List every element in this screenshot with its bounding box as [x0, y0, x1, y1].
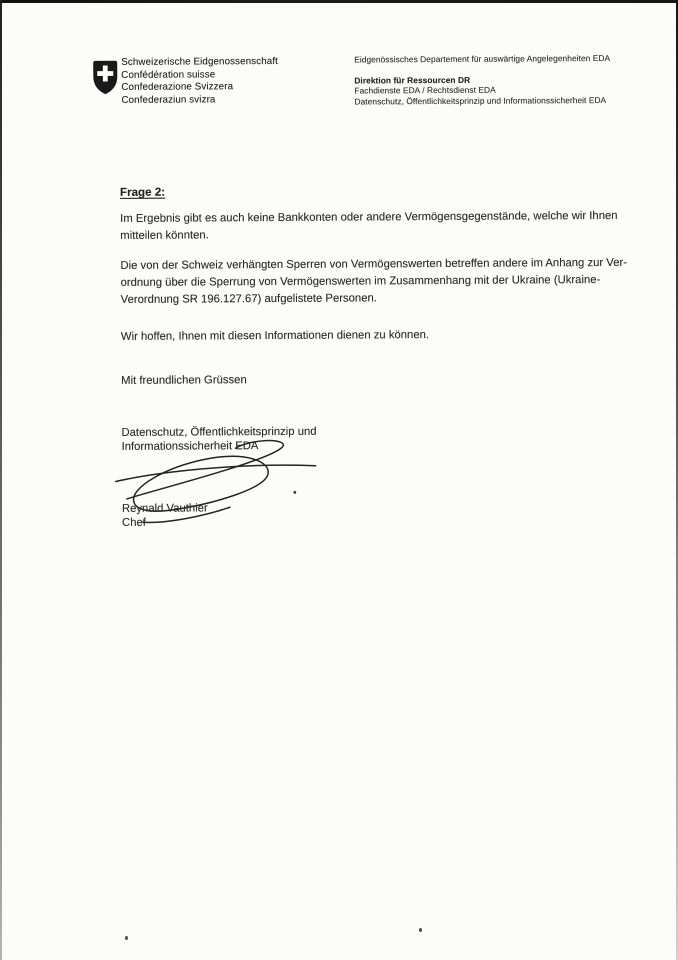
signature-org-line: Datenschutz, Öffentlichkeitsprinzip und: [121, 425, 317, 439]
department-name: Eidgenössisches Departement für auswärtige Angelegenheiten EDA: [354, 52, 611, 65]
paragraph-1: [120, 208, 618, 245]
signer-name: Reynald Vauthier: [121, 502, 208, 515]
closing-salutation: Mit freundlichen Grüssen: [121, 374, 247, 387]
paragraph-line: mitteilen könnten.: [120, 229, 209, 242]
signer-title: Chef: [121, 516, 146, 529]
scan-speck: [125, 936, 128, 940]
logo-wordmark: [121, 56, 278, 107]
paragraph-line: Im Ergebnis gibt es auch keine Bankkonten oder andere Vermögensgegenstände, welche wir Ihnen: [120, 209, 618, 225]
signer-identity: [122, 501, 208, 530]
signature-org-line: Informationssicherheit EDA: [121, 440, 259, 453]
letterhead-right-block: [354, 53, 610, 106]
scan-speck: [419, 928, 422, 932]
unit-name: Datenschutz, Öffentlichkeitsprinzip und Informationssicherheit EDA: [354, 94, 607, 107]
signature-org-block: [121, 425, 316, 454]
paragraph-line: Verordnung SR 196.127.67) aufgelistete Personen.: [120, 292, 377, 306]
question-heading: Frage 2:: [119, 185, 166, 199]
logo-line-rm: Confederaziun svizra: [121, 94, 216, 106]
logo-line-it: Confederazione Svizzera: [121, 81, 234, 94]
paragraph-2: [120, 255, 627, 309]
directorate-name: Direktion für Ressourcen DR: [354, 74, 471, 86]
paragraph-line: ordnung über die Sperrung von Vermögenswerten im Zusammenhang mit der Ukraine (Ukraine-: [120, 274, 601, 289]
division-name: Fachdienste EDA / Rechtsdienst EDA: [354, 85, 496, 96]
logo-line-de: Schweizerische Eidgenossenschaft: [121, 55, 279, 68]
ink-dot: [293, 491, 296, 494]
paragraph-3: Wir hoffen, Ihnen mit diesen Informationen dienen zu können.: [120, 329, 430, 343]
paragraph-line: Die von der Schweiz verhängten Sperren von Vermögenswerten betreffen andere im Anhang zur Ver-: [120, 256, 628, 272]
swiss-coat-of-arms-icon: [91, 59, 119, 96]
logo-line-fr: Confédération suisse: [121, 68, 216, 81]
